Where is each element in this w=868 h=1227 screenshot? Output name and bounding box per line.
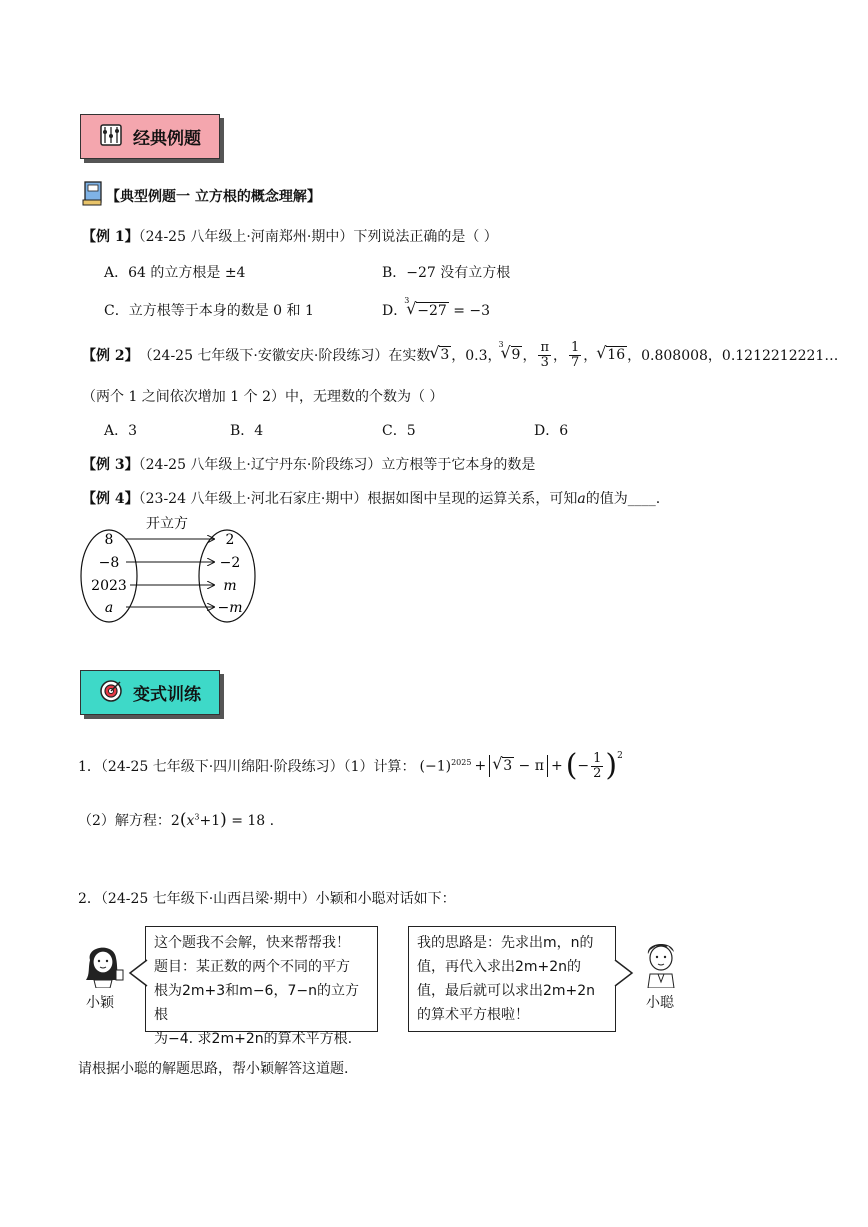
operation-label: 开立方: [146, 516, 188, 532]
boy-name: 小聪: [646, 995, 674, 1011]
subsection-title: 【典型例题一 立方根的概念理解】: [106, 189, 321, 205]
domain-value: 8: [104, 532, 114, 548]
section-title: 经典例题: [133, 129, 201, 149]
range-value: −m: [217, 600, 243, 616]
cube-root: √ 3 9: [511, 346, 523, 363]
target-icon: [99, 679, 123, 707]
fraction-pi-3: $\frac{\pi}{3}$: [540, 339, 549, 370]
range-value: 2: [225, 532, 235, 548]
option-a: A．3: [104, 423, 138, 439]
bubble-pointer: [128, 958, 148, 988]
problem-1: 1．（24-25 七年级下·四川绵阳·阶段练习）（1）计算： $(-1)^{2025}$ + √ 3 − π + ( − $\frac{1}{2}$ ) $^2$: [78, 746, 623, 786]
problem-1-part2: （2）解方程：$2(x^3+1) = 18$ .: [78, 810, 275, 830]
option-d: D．6: [534, 423, 569, 439]
example-1: [82, 226, 498, 246]
option-c: C．5: [382, 423, 416, 439]
boy-avatar-icon: [636, 936, 686, 988]
example-text: （24-25 八年级上·河南郑州·期中）下列说法正确的是（ ）: [138, 229, 498, 245]
section-header-variant-training: [80, 670, 220, 715]
problem-2-instruction: 请根据小聪的解题思路，帮小颖解答这道题.: [78, 1061, 349, 1077]
example-text: （23-24 八年级上·河北石家庄·期中）根据如图中呈现的运算关系，可知: [138, 491, 578, 507]
book-icon: [82, 180, 104, 210]
range-value: m: [223, 578, 237, 594]
range-value: −2: [219, 555, 241, 571]
example-label: 【例 4】: [82, 491, 139, 507]
abacus-icon: [99, 123, 123, 151]
option-c: C．立方根等于本身的数是 0 和 1: [104, 303, 314, 319]
option-a: A．64 的立方根是 ±4: [104, 265, 246, 281]
power-base: $(-1)^{2025}$: [419, 757, 472, 775]
square-root: √ 3: [502, 757, 514, 774]
speech-bubble-girl: 这个题我不会解，快来帮帮我！ 题目：某正数的两个不同的平方 根为2m+3和m−6，7−n的立方根 为−4. 求2m+2n的算术平方根.: [145, 926, 378, 1032]
girl-name: 小颖: [86, 995, 114, 1011]
example-label: 【例 1】: [82, 229, 139, 245]
problem-2: 2．（24-25 七年级下·山西吕梁·期中）小颖和小聪对话如下：: [78, 891, 456, 907]
section-header-classic-examples: [80, 114, 220, 159]
example-text: （24-25 七年级下·安徽安庆·阶段练习）在实数: [138, 348, 431, 364]
fraction-power: ( − $\frac{1}{2}$ ) $^2$: [565, 748, 623, 783]
example-text: （24-25 八年级上·辽宁丹东·阶段练习）立方根等于它本身的数是: [138, 457, 536, 473]
section-title: 变式训练: [133, 685, 201, 705]
option-b: B．4: [230, 423, 264, 439]
fraction-1-7: $\frac{1}{7}$: [571, 339, 580, 370]
example-3: [82, 454, 535, 474]
bubble-pointer: [614, 958, 634, 988]
cube-root: √ 3 −27: [416, 302, 449, 319]
option-b: B．−27 没有立方根: [382, 265, 511, 281]
square-root: √ 3: [439, 346, 451, 363]
girl-avatar-icon: [76, 940, 132, 988]
square-root: √ 16: [606, 346, 627, 363]
example-label: 【例 3】: [82, 457, 139, 473]
example-2: 【例 2】 （24-25 七年级下·安徽安庆·阶段练习）在实数 √ 3 ，0.3， √ 3 9 ， $\frac{\pi}{3}$ ， $\frac{1}{7}$ ， √ 16 ，0.808008，0.1212212221…: [82, 338, 838, 372]
mapping-diagram: [78, 512, 268, 627]
example-2-line2: （两个 1 之间依次增加 1 个 2）中，无理数的个数为（ ）: [82, 389, 444, 405]
option-d: D． √ 3 −27 = −3: [382, 300, 490, 320]
problem-text: 1．（24-25 七年级下·四川绵阳·阶段练习）（1）计算：: [78, 759, 416, 775]
domain-value: a: [104, 600, 114, 616]
domain-value: −8: [98, 555, 120, 571]
example-label: 【例 2】: [82, 348, 139, 364]
speech-bubble-boy: 我的思路是：先求出m，n的 值，再代入求出2m+2n的 值，最后就可以求出2m+2n 的算术平方根啦！: [408, 926, 616, 1032]
absolute-value: √ 3 − π: [489, 755, 548, 777]
domain-value: 2023: [91, 578, 127, 594]
example-4: 【例 4】（23-24 八年级上·河北石家庄·期中）根据如图中呈现的运算关系，可知a的值为____.: [82, 491, 661, 507]
